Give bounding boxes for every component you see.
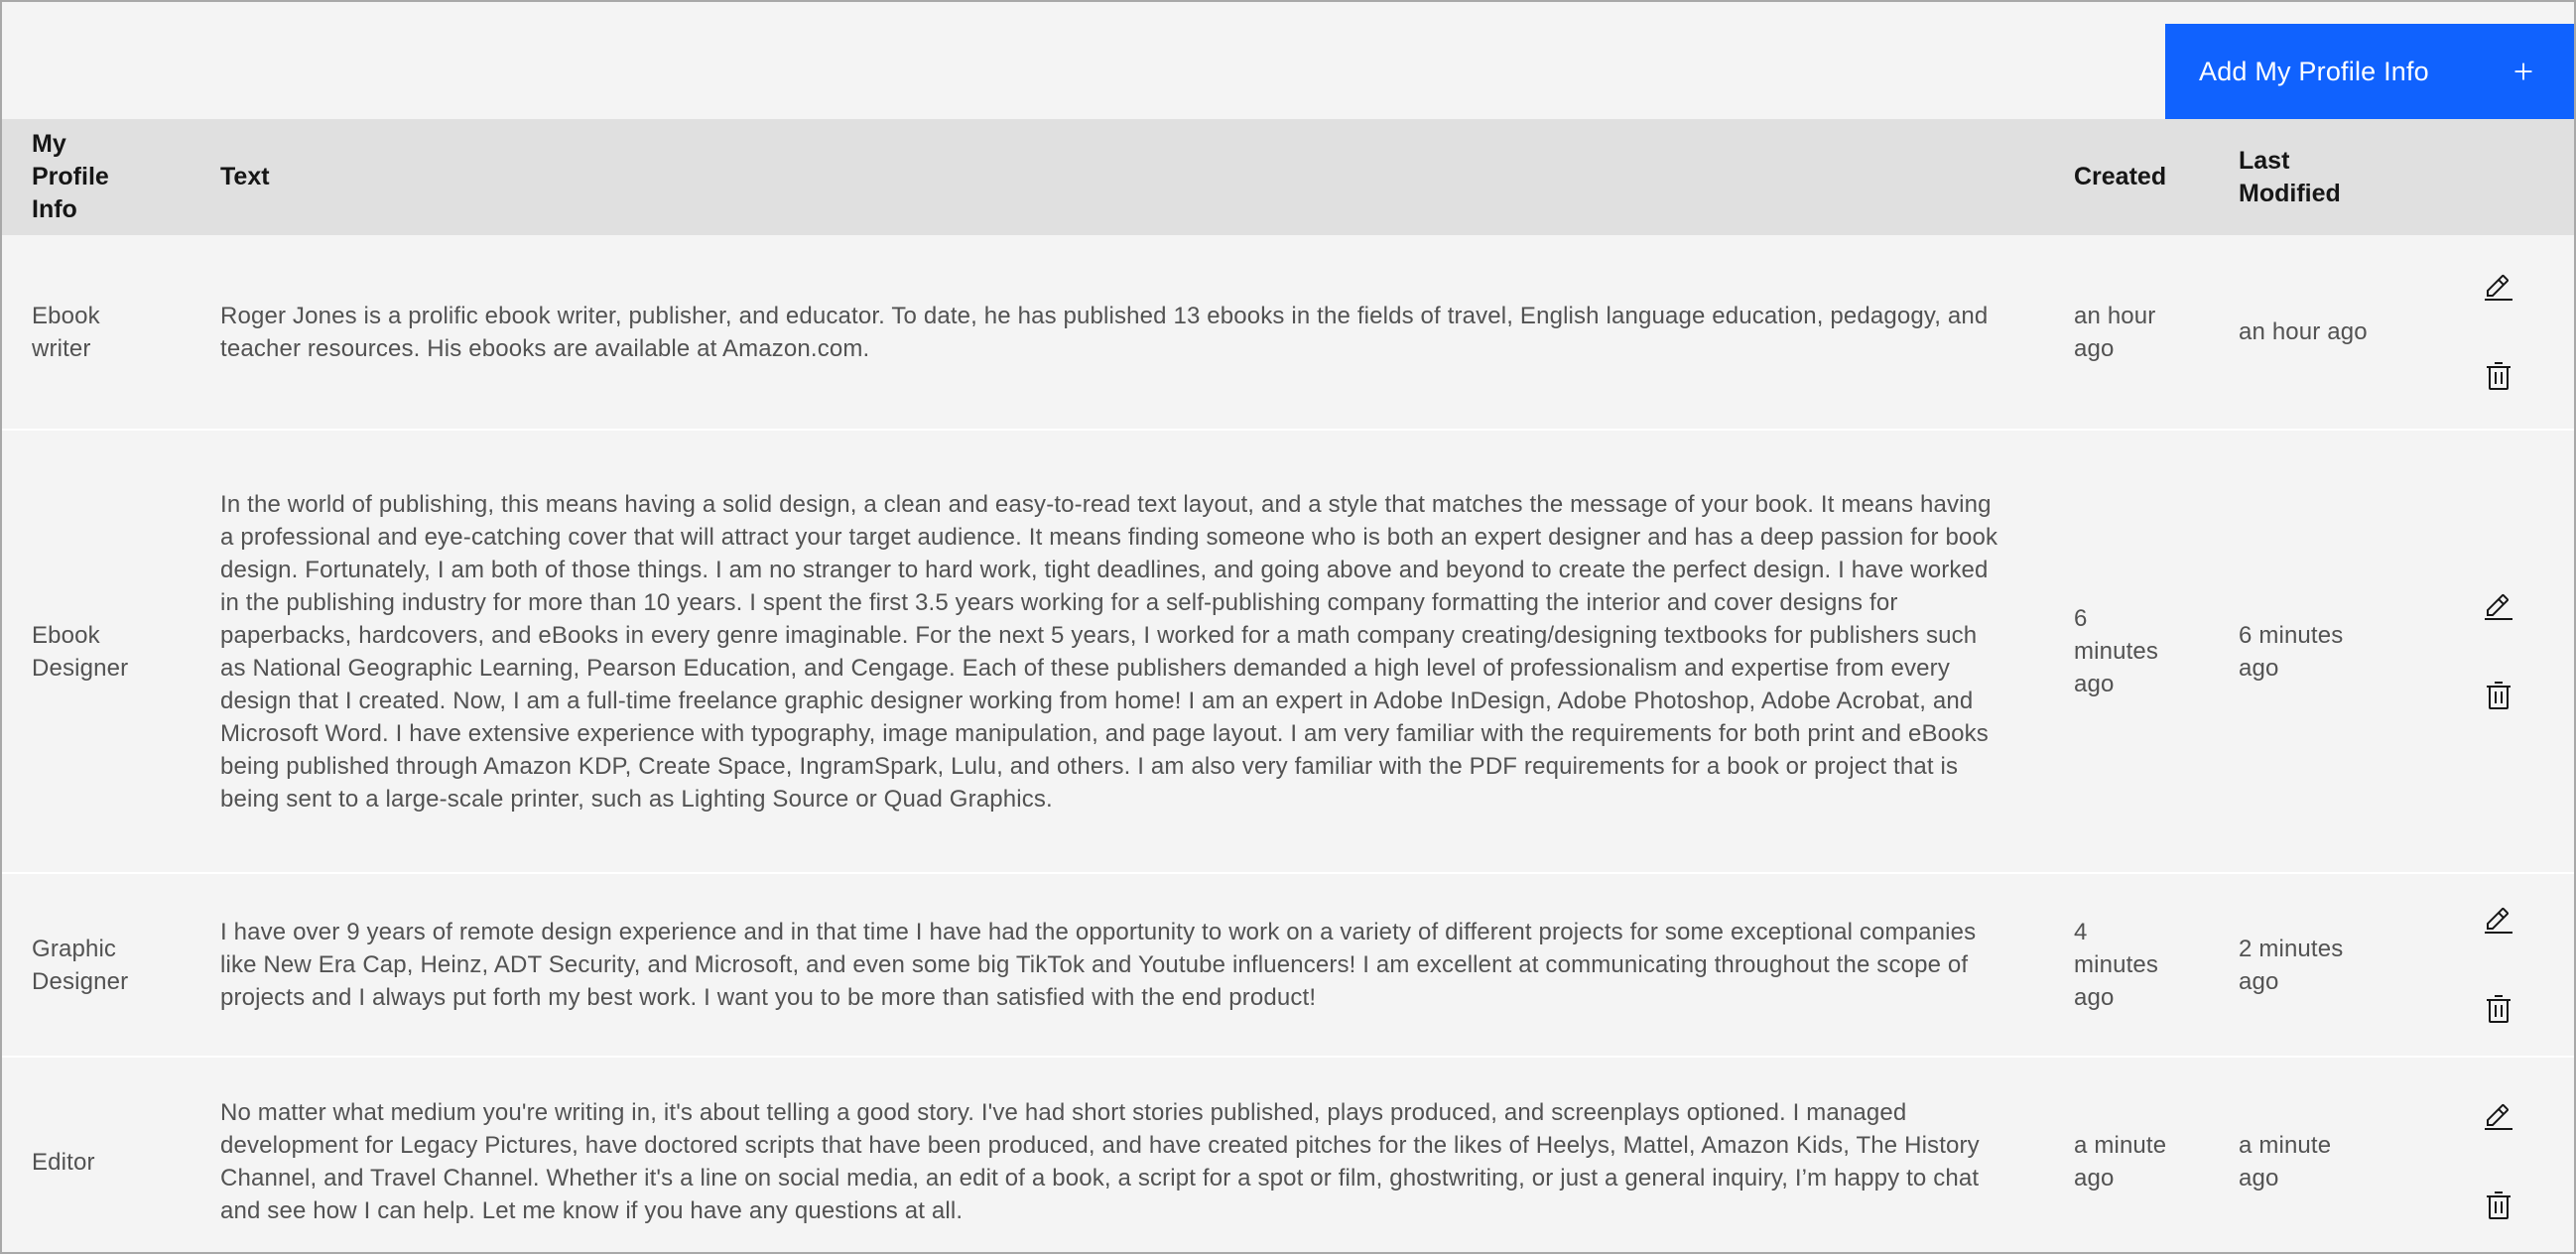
edit-button[interactable] [2483,906,2514,938]
delete-button[interactable] [2483,360,2514,392]
row-created: a minute ago [2074,1132,2167,1191]
row-text: I have over 9 years of remote design experience and in that time I have had the opportunity to work on a variety of different projects for some exceptional companies like New Era Cap, Heinz, ADT Security, and Microsoft, and even some big TikTok and Youtube influencers! I am excellent at communicating throughout the scope of projects and I always put forth my best work. I want you to be more than satisfied with the end product! [220,919,1977,1011]
trash-icon [2483,360,2514,392]
row-text: In the world of publishing, this means having a solid design, a clean and easy-to-read text layout, and a style that matches the message of your book. It means having a professional and eye-catching cover that will attract your target audience. It means finding someone who is both an expert designer and has a deep passion for book design. Fortunately, I am both of those things. I am no stranger to hard work, tight deadlines, and going above and beyond to create the perfect design. I have worked in the publishing industry for more than 10 years. I spent the first 3.5 years working for a self-publishing company formatting the interior and cover designs for paperbacks, hardcovers, and eBooks in every genre imaginable. For the next 5 years, I worked for a math company creating/designing textbooks for publishers such as National Geographic Learning, Pearson Education, and Cengage. Each of these publishers demanded a high level of professionalism and expertise from every design that I created. Now, I am a full-time freelance graphic designer working from home! I am an expert in Adobe InDesign, Adobe Photoshop, Adobe Acrobat, and Microsoft Word. I have extensive experience with typography, image manipulation, and page layout. I am very familiar with the requirements for both print and eBooks being published through Amazon KDP, Create Space, IngramSpark, Lulu, and others. I am also very familiar with the PDF requirements for a book or project that is being sent to a large-scale printer, such as Lighting Source or Quad Graphics. [220,490,1998,813]
table-row [2,235,2574,429]
column-header-created: Created [2074,163,2167,190]
row-actions [2407,273,2572,392]
pencil-icon [2483,1102,2514,1134]
pencil-icon [2483,592,2514,624]
trash-icon [2483,1190,2514,1221]
row-text: Roger Jones is a prolific ebook writer, publisher, and educator. To date, he has published 13 ebooks in the fields of travel, English language education, pedagogy, and teacher resources. His ebooks are available at Amazon.com. [220,302,1989,362]
row-last-modified: 6 minutes ago [2239,621,2344,682]
row-actions [2407,1102,2572,1221]
row-actions [2407,592,2572,711]
row-last-modified: a minute ago [2239,1132,2332,1191]
row-name: Graphic Designer [32,935,129,995]
pencil-icon [2483,906,2514,938]
delete-button[interactable] [2483,680,2514,711]
table-header-row [2,119,2574,235]
row-created: an hour ago [2074,302,2156,362]
row-actions [2407,906,2572,1025]
column-header-my-profile-info: My Profile Info [32,130,109,223]
column-header-last-modified: Last Modified [2239,146,2341,207]
row-name: Ebook Designer [32,621,129,682]
delete-button[interactable] [2483,993,2514,1025]
edit-button[interactable] [2483,592,2514,624]
row-last-modified: an hour ago [2239,318,2368,345]
edit-button[interactable] [2483,273,2514,305]
column-header-text: Text [220,163,270,190]
trash-icon [2483,993,2514,1025]
plus-icon [2509,57,2538,86]
top-bar [2,2,2574,119]
add-my-profile-info-button[interactable] [2165,24,2574,119]
trash-icon [2483,680,2514,711]
row-name: Editor [32,1148,95,1176]
row-created: 6 minutes ago [2074,605,2159,697]
row-created: 4 minutes ago [2074,919,2159,1011]
delete-button[interactable] [2483,1190,2514,1221]
row-text: No matter what medium you're writing in, it's about telling a good story. I've had short stories published, plays produced, and screenplays optioned. I managed development for Legacy Pictures, have doctored scripts that have been produced, and have created pitches for the likes of Heelys, Mattel, Amazon Kids, The History Channel, and Travel Channel. Whether it's a line on social media, an edit of a book, a script for a spot or film, ghostwriting, or just a general inquiry, I’m happy to chat and see how I can help. Let me know if you have any questions at all. [220,1099,1980,1224]
table-row [2,872,2574,1056]
edit-button[interactable] [2483,1102,2514,1134]
row-name: Ebook writer [32,302,100,362]
add-button-label: Add My Profile Info [2199,56,2429,86]
profile-info-table [2,119,2574,1254]
table-row [2,429,2574,872]
pencil-icon [2483,273,2514,305]
table-row [2,1056,2574,1254]
row-last-modified: 2 minutes ago [2239,935,2344,995]
